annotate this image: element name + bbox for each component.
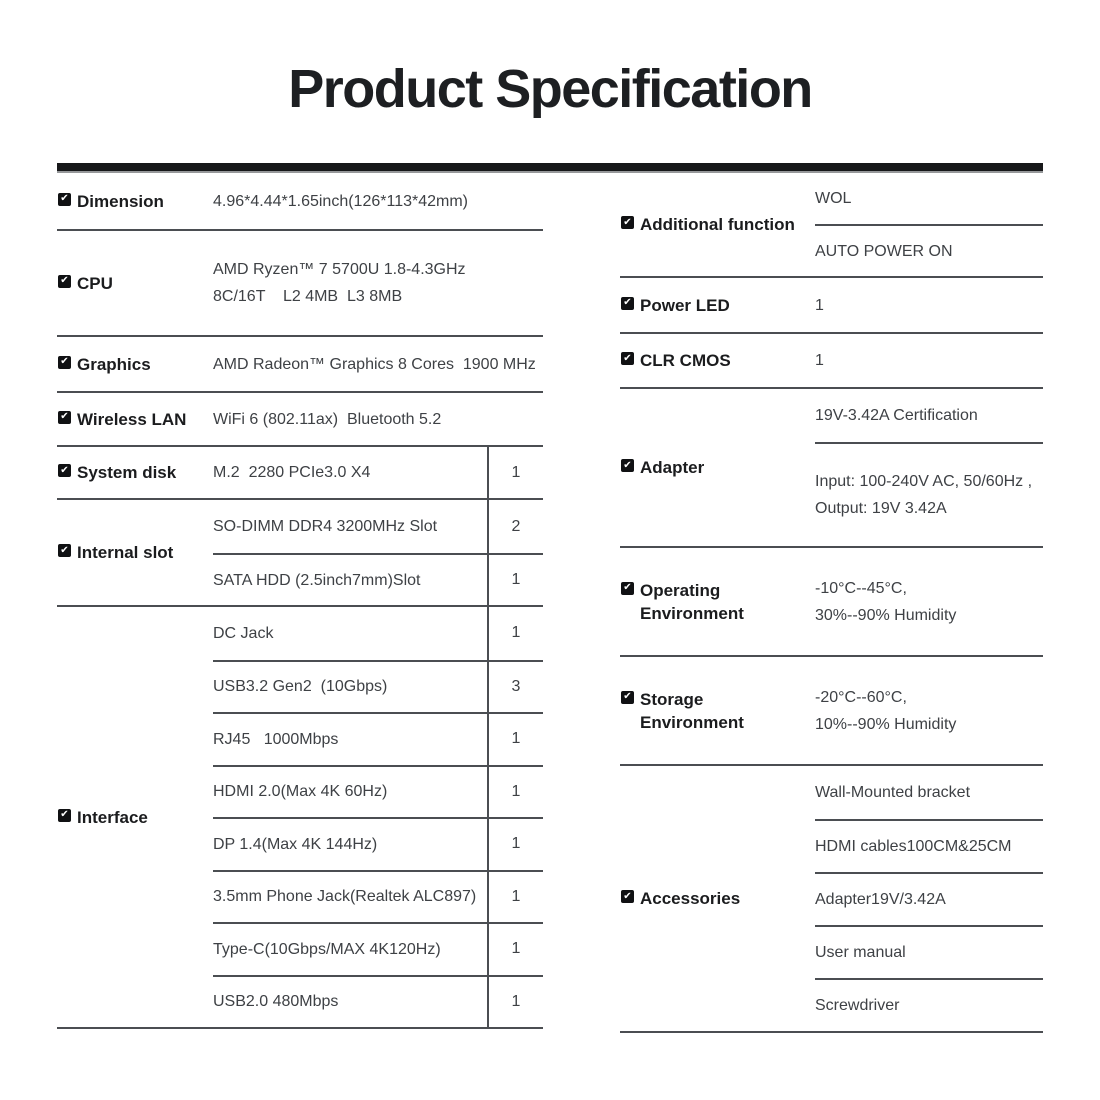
spec-value-cell (213, 406, 543, 433)
spec-label-cell (57, 393, 213, 445)
spec-value-cell (213, 988, 487, 1015)
spec-label-line: Storage (640, 689, 704, 709)
spec-label: Adapter (640, 458, 705, 477)
spec-row (815, 978, 1043, 1031)
spec-value: WOL (815, 190, 852, 207)
spec-group-interface (57, 607, 543, 1029)
checkbox-icon (58, 809, 71, 822)
spec-label-inner (620, 294, 730, 317)
spec-row (213, 393, 543, 445)
spec-label-inner (57, 353, 151, 376)
spec-row (815, 173, 1043, 224)
spec-qty: 1 (487, 447, 543, 498)
checkbox-icon (621, 691, 634, 704)
spec-value-line: 8C/16T L2 4MB L3 8MB (213, 288, 403, 305)
spec-qty: 1 (487, 924, 543, 975)
spec-row (815, 548, 1043, 655)
spec-value-cell (213, 883, 487, 910)
checkbox-icon (58, 275, 71, 288)
spec-label-cell (57, 231, 213, 335)
spec-row (213, 553, 543, 605)
spec-value-cell (815, 402, 1043, 429)
spec-row (213, 765, 543, 818)
spec-value-cell (213, 567, 487, 594)
spec-value-cell (815, 185, 1043, 212)
spec-value-cell (213, 673, 487, 700)
spec-value-cell (815, 684, 1043, 738)
spec-label-inner (57, 806, 148, 829)
spec-label-cell (57, 173, 213, 229)
spec-value: Wall-Mounted bracket (815, 784, 971, 801)
spec-row (815, 442, 1043, 546)
spec-value-line: 10%--90% Humidity (815, 715, 957, 733)
spec-row (213, 447, 543, 498)
spec-qty: 3 (487, 662, 543, 713)
spec-value-cell (815, 886, 1043, 913)
checkbox-icon (621, 459, 634, 472)
spec-row (213, 660, 543, 713)
spec-label-inner (620, 579, 744, 625)
checkbox-icon (621, 890, 634, 903)
spec-value-cell (213, 513, 487, 540)
spec-value: AMD Radeon™ Graphics 8 Cores 1900 MHz (213, 355, 536, 373)
spec-row (815, 925, 1043, 978)
spec-row (815, 334, 1043, 387)
spec-value-cell (815, 575, 1043, 629)
spec-label-inner (57, 541, 173, 564)
spec-table-left (57, 173, 543, 1033)
spec-label-cell (620, 173, 815, 276)
spec-group-cpu (57, 231, 543, 337)
checkbox-icon (621, 352, 634, 365)
spec-table-right (620, 173, 1043, 1033)
spec-group-system-disk (57, 447, 543, 500)
header-divider-bar (57, 163, 1043, 173)
spec-value-cell (213, 831, 487, 858)
spec-group-content (815, 548, 1043, 655)
spec-qty: 2 (487, 500, 543, 553)
spec-row (213, 975, 543, 1028)
spec-value-line: Output: 19V 3.42A (815, 500, 947, 517)
spec-label-line: Operating (640, 580, 721, 600)
spec-group-content (815, 389, 1043, 546)
spec-value: Adapter19V/3.42A (815, 891, 946, 908)
spec-value-line: -10°C--45°C, (815, 579, 907, 597)
spec-row (815, 872, 1043, 925)
spec-label-cell (620, 334, 815, 387)
spec-label-cell (620, 766, 815, 1031)
spec-group-content (213, 500, 543, 605)
spec-group-content (213, 607, 543, 1027)
spec-label-cell (57, 607, 213, 1027)
spec-qty: 1 (487, 872, 543, 923)
spec-value-cell (213, 778, 487, 805)
spec-group-content (213, 337, 543, 391)
spec-value: DC Jack (213, 624, 274, 642)
spec-label-cell (57, 447, 213, 498)
spec-label: Accessories (640, 889, 741, 908)
spec-value-cell (213, 351, 543, 378)
spec-value: DP 1.4(Max 4K 144Hz) (213, 835, 378, 853)
spec-label: CLR CMOS (640, 351, 731, 370)
spec-label: Wireless LAN (77, 409, 187, 429)
spec-group-content (815, 657, 1043, 764)
checkbox-icon (58, 193, 71, 206)
spec-label-cell (620, 548, 815, 655)
spec-value-cell (815, 238, 1043, 265)
spec-value-cell (815, 779, 1043, 806)
spec-value-cell (815, 939, 1043, 966)
spec-value: Screwdriver (815, 997, 900, 1014)
spec-label-inner (57, 190, 164, 213)
checkbox-icon (621, 582, 634, 595)
spec-value-cell (815, 468, 1043, 522)
spec-value-cell (213, 188, 543, 215)
spec-value-cell (213, 620, 487, 647)
spec-qty: 1 (487, 819, 543, 870)
spec-label-inner (57, 408, 186, 431)
spec-label-inner (57, 272, 113, 295)
spec-group-clr-cmos (620, 334, 1043, 389)
spec-value-cell (815, 992, 1043, 1019)
spec-row (213, 712, 543, 765)
spec-group-content (815, 173, 1043, 276)
spec-label: Internal slot (77, 543, 174, 562)
spec-value: 1 (815, 296, 824, 314)
spec-label-line: Environment (640, 603, 744, 623)
spec-value: WiFi 6 (802.11ax) Bluetooth 5.2 (213, 410, 442, 428)
spec-row (815, 819, 1043, 872)
spec-tables (57, 163, 1043, 1033)
spec-value: 4.96*4.44*1.65inch(126*113*42mm) (213, 192, 468, 210)
spec-qty: 1 (487, 977, 543, 1028)
spec-row (815, 224, 1043, 276)
spec-value: 19V-3.42A Certification (815, 407, 978, 424)
spec-qty: 1 (487, 714, 543, 765)
checkbox-icon (621, 216, 634, 229)
spec-label-cell (620, 657, 815, 764)
spec-value-cell (213, 459, 487, 486)
spec-label: Additional function (640, 215, 795, 234)
spec-label-cell (57, 337, 213, 391)
spec-group-dimension (57, 173, 543, 231)
spec-columns (57, 173, 1043, 1033)
spec-value: 1 (815, 352, 824, 369)
spec-row (213, 337, 543, 391)
spec-value-cell (213, 256, 543, 310)
spec-row (213, 817, 543, 870)
spec-value: HDMI 2.0(Max 4K 60Hz) (213, 783, 388, 801)
spec-group-power-led (620, 278, 1043, 334)
spec-group-content (213, 231, 543, 335)
checkbox-icon (58, 411, 71, 424)
spec-value-cell (213, 726, 487, 753)
spec-group-internal-slot (57, 500, 543, 607)
spec-row (815, 278, 1043, 332)
spec-group-content (815, 334, 1043, 387)
spec-label-cell (620, 278, 815, 332)
spec-row (815, 766, 1043, 819)
spec-label-inner (620, 887, 740, 910)
spec-label: Interface (77, 807, 148, 827)
spec-label-inner (620, 456, 704, 479)
spec-value-cell (815, 833, 1043, 860)
spec-group-accessories (620, 766, 1043, 1033)
spec-row (213, 922, 543, 975)
spec-row (815, 657, 1043, 764)
spec-group-content (815, 278, 1043, 332)
spec-label-inner (620, 688, 744, 734)
spec-label (640, 579, 744, 625)
spec-label-inner (57, 461, 176, 484)
spec-group-content (815, 766, 1043, 1031)
spec-label: CPU (77, 273, 113, 293)
spec-label-cell (620, 389, 815, 546)
spec-row (815, 389, 1043, 442)
spec-group-additional-function (620, 173, 1043, 278)
page-title: Product Specification (288, 59, 812, 119)
spec-qty: 1 (487, 767, 543, 818)
spec-group-wireless-lan (57, 393, 543, 447)
spec-value: M.2 2280 PCIe3.0 X4 (213, 464, 371, 481)
spec-value: 3.5mm Phone Jack(Realtek ALC897) (213, 888, 477, 906)
spec-label: Graphics (77, 354, 151, 374)
spec-value: SO-DIMM DDR4 3200MHz Slot (213, 518, 438, 535)
spec-value-line: AMD Ryzen™ 7 5700U 1.8-4.3GHz (213, 261, 466, 278)
spec-value: User manual (815, 944, 906, 961)
spec-row (213, 870, 543, 923)
spec-row (213, 500, 543, 553)
spec-label: Dimension (77, 191, 164, 211)
spec-value: SATA HDD (2.5inch7mm)Slot (213, 571, 421, 589)
spec-label-cell (57, 500, 213, 605)
spec-qty: 1 (487, 607, 543, 660)
spec-label-line: Environment (640, 712, 744, 732)
checkbox-icon (58, 356, 71, 369)
spec-label-inner (620, 349, 731, 372)
spec-value-cell (815, 292, 1043, 319)
spec-group-storage-environment (620, 657, 1043, 766)
spec-row (213, 173, 543, 229)
spec-value: HDMI cables100CM&25CM (815, 838, 1012, 855)
spec-label: System disk (77, 463, 177, 482)
spec-value: AUTO POWER ON (815, 242, 953, 260)
spec-value-cell (815, 347, 1043, 374)
spec-value: RJ45 1000Mbps (213, 730, 339, 748)
spec-group-operating-environment (620, 548, 1043, 657)
spec-row (213, 607, 543, 660)
spec-qty: 1 (487, 555, 543, 605)
checkbox-icon (58, 544, 71, 557)
spec-label-inner (620, 213, 795, 236)
spec-value: USB3.2 Gen2 (10Gbps) (213, 678, 388, 696)
spec-label (640, 688, 744, 734)
spec-group-adapter (620, 389, 1043, 548)
spec-group-content (213, 173, 543, 229)
spec-value-line: 30%--90% Humidity (815, 606, 957, 624)
spec-value: Type-C(10Gbps/MAX 4K120Hz) (213, 940, 441, 958)
spec-value: USB2.0 480Mbps (213, 993, 339, 1011)
checkbox-icon (58, 464, 71, 477)
spec-value-cell (213, 936, 487, 963)
spec-value-line: Input: 100-240V AC, 50/60Hz , (815, 473, 1033, 490)
checkbox-icon (621, 297, 634, 310)
spec-group-graphics (57, 337, 543, 393)
spec-group-content (213, 447, 543, 498)
spec-label: Power LED (640, 295, 730, 315)
spec-group-content (213, 393, 543, 445)
spec-row (213, 231, 543, 335)
spec-value-line: -20°C--60°C, (815, 688, 907, 706)
